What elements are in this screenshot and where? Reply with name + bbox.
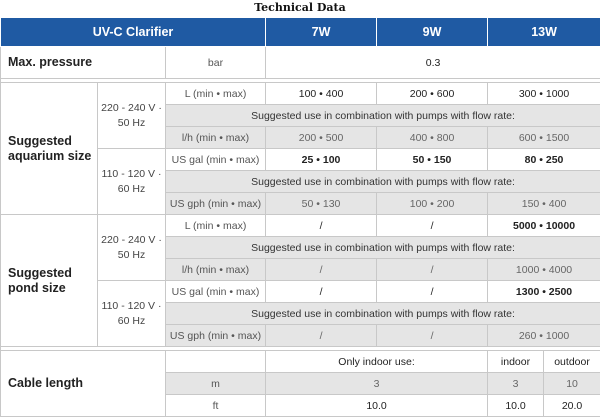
aquarium-220-flow-unit: l/h (min • max) [166,127,266,149]
pond-110-size-7w: / [266,281,377,303]
cable-ft-7w-9w: 10.0 [266,395,488,417]
aquarium-110-flow-13w: 150 • 400 [488,193,600,215]
pond-220-size-13w: 5000 • 10000 [488,215,600,237]
aquarium-110-size-unit: US gal (min • max) [166,149,266,171]
pond-220-flow-13w: 1000 • 4000 [488,259,600,281]
max-pressure-row [1,47,600,79]
pond-220-size-7w: / [266,215,377,237]
header-row [1,18,600,47]
aquarium-110-size-13w: 80 • 250 [488,149,600,171]
cable-ft-13w-indoor: 10.0 [488,395,544,417]
aquarium-220-flow-7w: 200 • 500 [266,127,377,149]
cable-m-13w-indoor: 3 [488,373,544,395]
aquarium-220-flow-9w: 400 • 800 [377,127,488,149]
cable-m-13w-outdoor: 10 [544,373,600,395]
pond-220-voltage: 220 - 240 V · 50 Hz [98,215,166,281]
pond-110-flow-9w: / [377,325,488,347]
aquarium-220-size-9w: 200 • 600 [377,83,488,105]
max-pressure-value: 0.3 [266,47,600,79]
max-pressure-label: Max. pressure [1,47,166,79]
cable-indoor-only: Only indoor use: [266,351,488,373]
product-header: UV-C Clarifier [1,18,266,47]
cable-m-unit: m [166,373,266,395]
aquarium-220-size-13w: 300 • 1000 [488,83,600,105]
aquarium-110-flow-7w: 50 • 130 [266,193,377,215]
aquarium-110-flow-9w: 100 • 200 [377,193,488,215]
pond-110-note: Suggested use in combination with pumps with flow rate: [166,303,600,325]
pond-220-size-unit: L (min • max) [166,215,266,237]
pond-110-size-13w: 1300 • 2500 [488,281,600,303]
aquarium-220-voltage: 220 - 240 V · 50 Hz [98,83,166,149]
aquarium-220-size-7w: 100 • 400 [266,83,377,105]
model-header-13w: 13W [488,18,600,47]
aquarium-220-size-row [1,83,600,105]
pond-220-size-9w: / [377,215,488,237]
cable-outdoor: outdoor [544,351,600,373]
pond-220-note: Suggested use in combination with pumps with flow rate: [166,237,600,259]
model-header-7w: 7W [266,18,377,47]
cable-ft-13w-outdoor: 20.0 [544,395,600,417]
page-title: Technical Data [0,0,600,15]
pond-220-flow-unit: l/h (min • max) [166,259,266,281]
aquarium-220-size-unit: L (min • max) [166,83,266,105]
pond-220-size-row [1,215,600,237]
pond-size-label: Suggested pond size [1,215,98,347]
pond-110-voltage: 110 - 120 V · 60 Hz [98,281,166,347]
pond-110-flow-13w: 260 • 1000 [488,325,600,347]
cable-ft-unit: ft [166,395,266,417]
aquarium-110-note: Suggested use in combination with pumps with flow rate: [166,171,600,193]
pond-110-flow-7w: / [266,325,377,347]
pond-220-flow-9w: / [377,259,488,281]
pond-110-size-unit: US gal (min • max) [166,281,266,303]
cable-use-blank [166,351,266,373]
cable-use-row [1,351,600,373]
pond-220-flow-7w: / [266,259,377,281]
cable-length-label: Cable length [1,351,166,417]
aquarium-size-label: Suggested aquarium size [1,83,98,215]
aquarium-110-voltage: 110 - 120 V · 60 Hz [98,149,166,215]
aquarium-220-note: Suggested use in combination with pumps with flow rate: [166,105,600,127]
aquarium-220-flow-13w: 600 • 1500 [488,127,600,149]
model-header-9w: 9W [377,18,488,47]
aquarium-110-size-9w: 50 • 150 [377,149,488,171]
max-pressure-unit: bar [166,47,266,79]
pond-110-flow-unit: US gph (min • max) [166,325,266,347]
cable-m-7w-9w: 3 [266,373,488,395]
pond-110-size-9w: / [377,281,488,303]
aquarium-110-flow-unit: US gph (min • max) [166,193,266,215]
cable-indoor: indoor [488,351,544,373]
aquarium-110-size-7w: 25 • 100 [266,149,377,171]
technical-data-table [0,17,600,417]
